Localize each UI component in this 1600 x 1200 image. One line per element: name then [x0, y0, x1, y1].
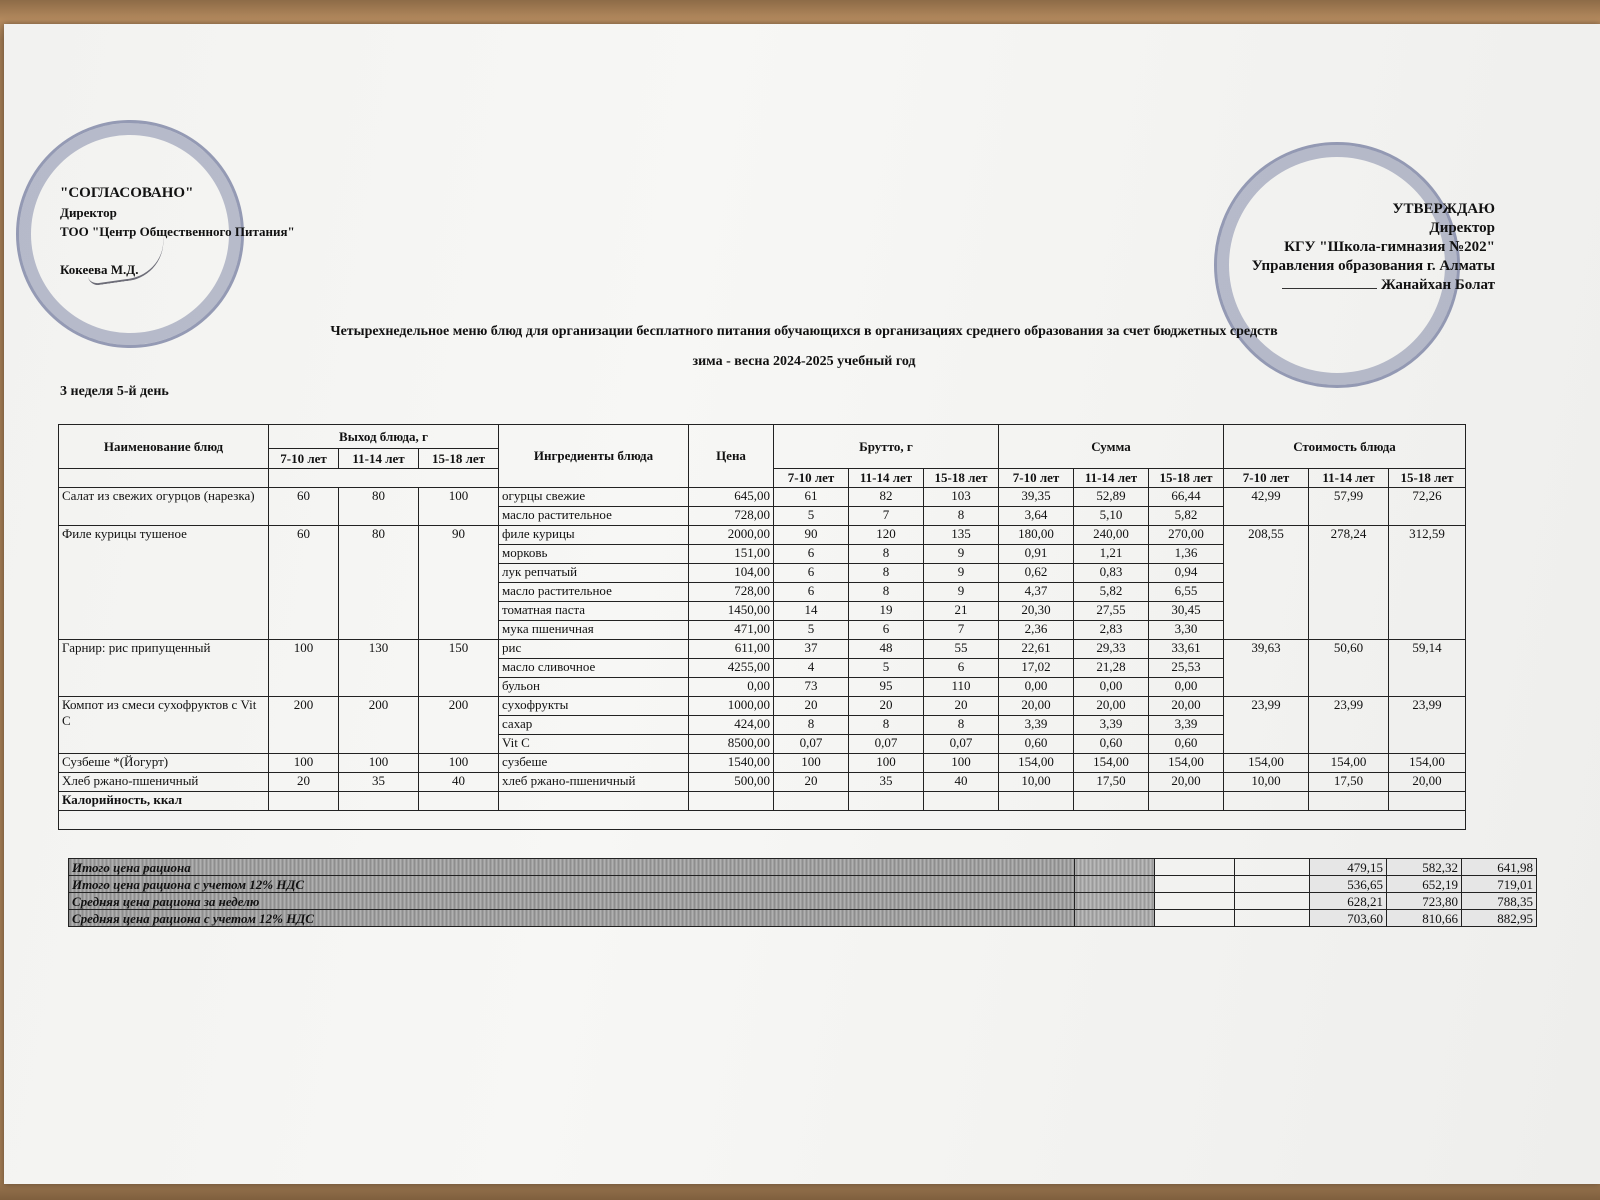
brutto-value: 5 [849, 659, 924, 678]
dish-name: Филе курицы тушеное [59, 526, 269, 640]
brutto-value: 82 [849, 488, 924, 507]
totals-label: Итого цена рациона [69, 859, 1075, 876]
header-sum: Сумма [999, 425, 1224, 469]
sum-value: 22,61 [999, 640, 1074, 659]
dish-cost: 154,00 [1389, 754, 1466, 773]
totals-value: 810,66 [1387, 910, 1462, 927]
ingredient-name: рис [499, 640, 689, 659]
dish-cost: 42,99 [1224, 488, 1309, 526]
sum-value: 3,64 [999, 507, 1074, 526]
calories-cell [419, 792, 499, 811]
ingredient-price: 645,00 [689, 488, 774, 507]
approve-name: Жанайхан Болат [1380, 277, 1495, 293]
table-row [59, 773, 1466, 792]
totals-blank [1075, 859, 1155, 876]
spacer-row [59, 811, 1466, 830]
dish-cost: 23,99 [1224, 697, 1309, 754]
header-yield-age: 15-18 лет [419, 449, 499, 469]
sum-value: 154,00 [1149, 754, 1224, 773]
totals-value: 703,60 [1310, 910, 1387, 927]
sum-value: 0,00 [1074, 678, 1149, 697]
totals-blank [1235, 876, 1310, 893]
sum-value: 17,50 [1074, 773, 1149, 792]
ingredient-name: мука пшеничная [499, 621, 689, 640]
sum-value: 29,33 [1074, 640, 1149, 659]
header-price: Цена [689, 425, 774, 488]
sum-value: 30,45 [1149, 602, 1224, 621]
dish-cost: 278,24 [1309, 526, 1389, 640]
totals-value: 723,80 [1387, 893, 1462, 910]
brutto-value: 100 [924, 754, 999, 773]
ingredient-price: 0,00 [689, 678, 774, 697]
totals-blank [1235, 910, 1310, 927]
calories-cell [499, 792, 689, 811]
dish-cost: 39,63 [1224, 640, 1309, 697]
totals-blank [1075, 876, 1155, 893]
dish-yield: 100 [419, 754, 499, 773]
dish-cost: 17,50 [1309, 773, 1389, 792]
agreed-name: Кокеева М.Д. [60, 262, 139, 277]
approve-position: Директор [1429, 220, 1495, 236]
totals-label: Итого цена рациона с учетом 12% НДС [69, 876, 1075, 893]
ingredient-price: 4255,00 [689, 659, 774, 678]
totals-value: 882,95 [1462, 910, 1537, 927]
brutto-value: 0,07 [849, 735, 924, 754]
document [4, 24, 1600, 1184]
ingredient-name: масло растительное [499, 507, 689, 526]
ingredient-price: 151,00 [689, 545, 774, 564]
sum-value: 20,00 [1074, 697, 1149, 716]
totals-label: Средняя цена рациона за неделю [69, 893, 1075, 910]
brutto-value: 55 [924, 640, 999, 659]
sum-value: 2,83 [1074, 621, 1149, 640]
dish-yield: 80 [339, 526, 419, 640]
header-cost-age: 15-18 лет [1389, 469, 1466, 488]
brutto-value: 9 [924, 583, 999, 602]
dish-cost: 23,99 [1309, 697, 1389, 754]
ingredient-name: морковь [499, 545, 689, 564]
dish-yield: 200 [339, 697, 419, 754]
brutto-value: 8 [924, 716, 999, 735]
sum-value: 1,36 [1149, 545, 1224, 564]
sum-value: 5,82 [1074, 583, 1149, 602]
sum-value: 25,53 [1149, 659, 1224, 678]
sum-value: 27,55 [1074, 602, 1149, 621]
ingredient-name: сухофрукты [499, 697, 689, 716]
header-brutto: Брутто, г [774, 425, 999, 469]
spacer-cell [59, 811, 1466, 830]
week-day-label: 3 неделя 5-й день [60, 384, 169, 399]
sum-value: 33,61 [1149, 640, 1224, 659]
header-dish-continued [59, 469, 269, 488]
table-row [59, 697, 1466, 716]
approve-label: УТВЕРЖДАЮ [1392, 201, 1495, 217]
totals-row [69, 876, 1537, 893]
dish-yield: 100 [419, 488, 499, 526]
agreed-position: Директор [60, 205, 117, 220]
totals-blank [1155, 893, 1235, 910]
calories-cell [339, 792, 419, 811]
dish-cost: 154,00 [1309, 754, 1389, 773]
totals-row [69, 859, 1537, 876]
totals-blank [1235, 893, 1310, 910]
dish-yield: 100 [269, 754, 339, 773]
document-title: Четырехнедельное меню блюд для организации бесплатного питания обучающихся в организациях среднего образования за счет бюджетных средств [330, 324, 1278, 339]
agreed-label: "СОГЛАСОВАНО" [60, 185, 194, 201]
totals-value: 719,01 [1462, 876, 1537, 893]
sum-value: 20,00 [1149, 697, 1224, 716]
ingredient-price: 104,00 [689, 564, 774, 583]
header-dish: Наименование блюд [59, 425, 269, 469]
sum-value: 3,39 [1074, 716, 1149, 735]
ingredient-price: 471,00 [689, 621, 774, 640]
calories-cell [849, 792, 924, 811]
brutto-value: 8 [849, 583, 924, 602]
brutto-value: 9 [924, 564, 999, 583]
totals-value: 479,15 [1310, 859, 1387, 876]
header-cost-age: 11-14 лет [1309, 469, 1389, 488]
agreed-block [60, 184, 295, 279]
dish-cost: 10,00 [1224, 773, 1309, 792]
ingredient-name: Vit C [499, 735, 689, 754]
totals-value: 628,21 [1310, 893, 1387, 910]
dish-cost: 59,14 [1389, 640, 1466, 697]
sum-value: 0,91 [999, 545, 1074, 564]
brutto-value: 6 [924, 659, 999, 678]
calories-cell [924, 792, 999, 811]
dish-name: Компот из смеси сухофруктов с Vit C [59, 697, 269, 754]
sum-value: 0,62 [999, 564, 1074, 583]
brutto-value: 6 [774, 583, 849, 602]
sum-value: 5,82 [1149, 507, 1224, 526]
brutto-value: 8 [924, 507, 999, 526]
totals-label: Средняя цена рациона с учетом 12% НДС [69, 910, 1075, 927]
ingredient-name: масло сливочное [499, 659, 689, 678]
sum-value: 0,60 [1074, 735, 1149, 754]
dish-yield: 40 [419, 773, 499, 792]
approve-org: КГУ "Школа-гимназия №202" [1284, 239, 1495, 255]
dish-cost: 312,59 [1389, 526, 1466, 640]
sum-value: 20,00 [1149, 773, 1224, 792]
table-row [59, 754, 1466, 773]
dish-yield: 150 [419, 640, 499, 697]
brutto-value: 8 [849, 564, 924, 583]
brutto-value: 20 [924, 697, 999, 716]
calories-row [59, 792, 1466, 811]
sum-value: 3,39 [999, 716, 1074, 735]
menu-table-body [59, 488, 1466, 830]
calories-cell [999, 792, 1074, 811]
approve-block [1175, 200, 1495, 295]
header-brutto-age: 11-14 лет [849, 469, 924, 488]
totals-value: 536,65 [1310, 876, 1387, 893]
header-yield-age: 7-10 лет [269, 449, 339, 469]
dish-yield: 100 [339, 754, 419, 773]
sum-value: 3,39 [1149, 716, 1224, 735]
totals-blank [1235, 859, 1310, 876]
sum-value: 20,00 [999, 697, 1074, 716]
dish-name: Сузбеше *(Йогурт) [59, 754, 269, 773]
ingredient-price: 728,00 [689, 507, 774, 526]
brutto-value: 48 [849, 640, 924, 659]
sum-value: 180,00 [999, 526, 1074, 545]
sum-value: 5,10 [1074, 507, 1149, 526]
sum-value: 4,37 [999, 583, 1074, 602]
brutto-value: 6 [774, 564, 849, 583]
totals-blank [1155, 910, 1235, 927]
dish-cost: 72,26 [1389, 488, 1466, 526]
agreed-org: ТОО "Центр Общественного Питания" [60, 224, 295, 239]
ingredient-name: огурцы свежие [499, 488, 689, 507]
ingredient-price: 8500,00 [689, 735, 774, 754]
calories-cell [689, 792, 774, 811]
brutto-value: 135 [924, 526, 999, 545]
brutto-value: 20 [774, 697, 849, 716]
paper-sheet [4, 24, 1600, 1184]
dish-cost: 20,00 [1389, 773, 1466, 792]
table-row [59, 526, 1466, 545]
ingredient-name: лук репчатый [499, 564, 689, 583]
calories-label: Калорийность, ккал [59, 792, 269, 811]
dish-name: Салат из свежих огурцов (нарезка) [59, 488, 269, 526]
ingredient-price: 1000,00 [689, 697, 774, 716]
dish-yield: 35 [339, 773, 419, 792]
ingredient-price: 1540,00 [689, 754, 774, 773]
header-cost: Стоимость блюда [1224, 425, 1466, 469]
dish-yield: 90 [419, 526, 499, 640]
totals-body [69, 859, 1537, 927]
calories-cell [774, 792, 849, 811]
brutto-value: 8 [849, 716, 924, 735]
brutto-value: 0,07 [774, 735, 849, 754]
brutto-value: 100 [849, 754, 924, 773]
calories-cell [269, 792, 339, 811]
table-row [59, 640, 1466, 659]
dish-yield: 20 [269, 773, 339, 792]
dish-yield: 60 [269, 488, 339, 526]
header-yield: Выход блюда, г [269, 425, 499, 449]
brutto-value: 6 [774, 545, 849, 564]
brutto-value: 95 [849, 678, 924, 697]
totals-value: 788,35 [1462, 893, 1537, 910]
brutto-value: 20 [774, 773, 849, 792]
totals-value: 652,19 [1387, 876, 1462, 893]
totals-blank [1155, 876, 1235, 893]
sum-value: 17,02 [999, 659, 1074, 678]
totals-value: 641,98 [1462, 859, 1537, 876]
header-brutto-age: 15-18 лет [924, 469, 999, 488]
ingredient-price: 500,00 [689, 773, 774, 792]
dish-yield: 200 [419, 697, 499, 754]
sum-value: 0,00 [999, 678, 1074, 697]
approve-signature-line [1282, 276, 1377, 289]
sum-value: 0,94 [1149, 564, 1224, 583]
dish-yield: 80 [339, 488, 419, 526]
dish-cost: 154,00 [1224, 754, 1309, 773]
brutto-value: 90 [774, 526, 849, 545]
dish-cost: 208,55 [1224, 526, 1309, 640]
ingredient-price: 424,00 [689, 716, 774, 735]
brutto-value: 7 [849, 507, 924, 526]
sum-value: 21,28 [1074, 659, 1149, 678]
sum-value: 39,35 [999, 488, 1074, 507]
ingredient-price: 2000,00 [689, 526, 774, 545]
calories-cell [1309, 792, 1389, 811]
brutto-value: 103 [924, 488, 999, 507]
totals-table [68, 858, 1537, 927]
brutto-value: 20 [849, 697, 924, 716]
sum-value: 0,60 [1149, 735, 1224, 754]
sum-value: 1,21 [1074, 545, 1149, 564]
header-sum-age: 15-18 лет [1149, 469, 1224, 488]
sum-value: 154,00 [999, 754, 1074, 773]
sum-value: 0,60 [999, 735, 1074, 754]
calories-cell [1074, 792, 1149, 811]
header-sum-age: 7-10 лет [999, 469, 1074, 488]
brutto-value: 110 [924, 678, 999, 697]
ingredient-price: 728,00 [689, 583, 774, 602]
approve-dept: Управления образования г. Алматы [1251, 258, 1495, 274]
ingredient-name: филе курицы [499, 526, 689, 545]
dish-name: Хлеб ржано-пшеничный [59, 773, 269, 792]
brutto-value: 5 [774, 621, 849, 640]
sum-value: 0,83 [1074, 564, 1149, 583]
totals-blank [1155, 859, 1235, 876]
header-brutto-age: 7-10 лет [774, 469, 849, 488]
menu-table [58, 424, 1466, 830]
brutto-value: 0,07 [924, 735, 999, 754]
brutto-value: 7 [924, 621, 999, 640]
dish-yield: 200 [269, 697, 339, 754]
ingredient-name: хлеб ржано-пшеничный [499, 773, 689, 792]
brutto-value: 61 [774, 488, 849, 507]
totals-value: 582,32 [1387, 859, 1462, 876]
sum-value: 270,00 [1149, 526, 1224, 545]
brutto-value: 14 [774, 602, 849, 621]
brutto-value: 100 [774, 754, 849, 773]
dish-cost: 50,60 [1309, 640, 1389, 697]
totals-row [69, 910, 1537, 927]
sum-value: 6,55 [1149, 583, 1224, 602]
brutto-value: 9 [924, 545, 999, 564]
brutto-value: 6 [849, 621, 924, 640]
ingredient-name: масло растительное [499, 583, 689, 602]
ingredient-name: сузбеше [499, 754, 689, 773]
sum-value: 10,00 [999, 773, 1074, 792]
sum-value: 240,00 [1074, 526, 1149, 545]
brutto-value: 40 [924, 773, 999, 792]
dish-yield: 60 [269, 526, 339, 640]
calories-cell [1389, 792, 1466, 811]
header-ingredients: Ингредиенты блюда [499, 425, 689, 488]
dish-name: Гарнир: рис припущенный [59, 640, 269, 697]
sum-value: 154,00 [1074, 754, 1149, 773]
header-sum-age: 11-14 лет [1074, 469, 1149, 488]
sum-value: 3,30 [1149, 621, 1224, 640]
calories-cell [1224, 792, 1309, 811]
ingredient-name: томатная паста [499, 602, 689, 621]
sum-value: 20,30 [999, 602, 1074, 621]
dish-cost: 23,99 [1389, 697, 1466, 754]
brutto-value: 4 [774, 659, 849, 678]
brutto-value: 73 [774, 678, 849, 697]
brutto-value: 21 [924, 602, 999, 621]
header-yield-continued [269, 469, 499, 488]
dish-cost: 57,99 [1309, 488, 1389, 526]
dish-yield: 130 [339, 640, 419, 697]
calories-cell [1149, 792, 1224, 811]
ingredient-price: 1450,00 [689, 602, 774, 621]
totals-blank [1075, 893, 1155, 910]
sum-value: 66,44 [1149, 488, 1224, 507]
brutto-value: 8 [774, 716, 849, 735]
brutto-value: 35 [849, 773, 924, 792]
ingredient-name: бульон [499, 678, 689, 697]
header-cost-age: 7-10 лет [1224, 469, 1309, 488]
dish-yield: 100 [269, 640, 339, 697]
totals-row [69, 893, 1537, 910]
brutto-value: 120 [849, 526, 924, 545]
brutto-value: 37 [774, 640, 849, 659]
totals-blank [1075, 910, 1155, 927]
header-yield-age: 11-14 лет [339, 449, 419, 469]
ingredient-name: сахар [499, 716, 689, 735]
sum-value: 52,89 [1074, 488, 1149, 507]
brutto-value: 8 [849, 545, 924, 564]
table-row [59, 488, 1466, 507]
brutto-value: 19 [849, 602, 924, 621]
sum-value: 0,00 [1149, 678, 1224, 697]
brutto-value: 5 [774, 507, 849, 526]
document-subtitle: зима - весна 2024-2025 учебный год [692, 354, 916, 369]
sum-value: 2,36 [999, 621, 1074, 640]
ingredient-price: 611,00 [689, 640, 774, 659]
